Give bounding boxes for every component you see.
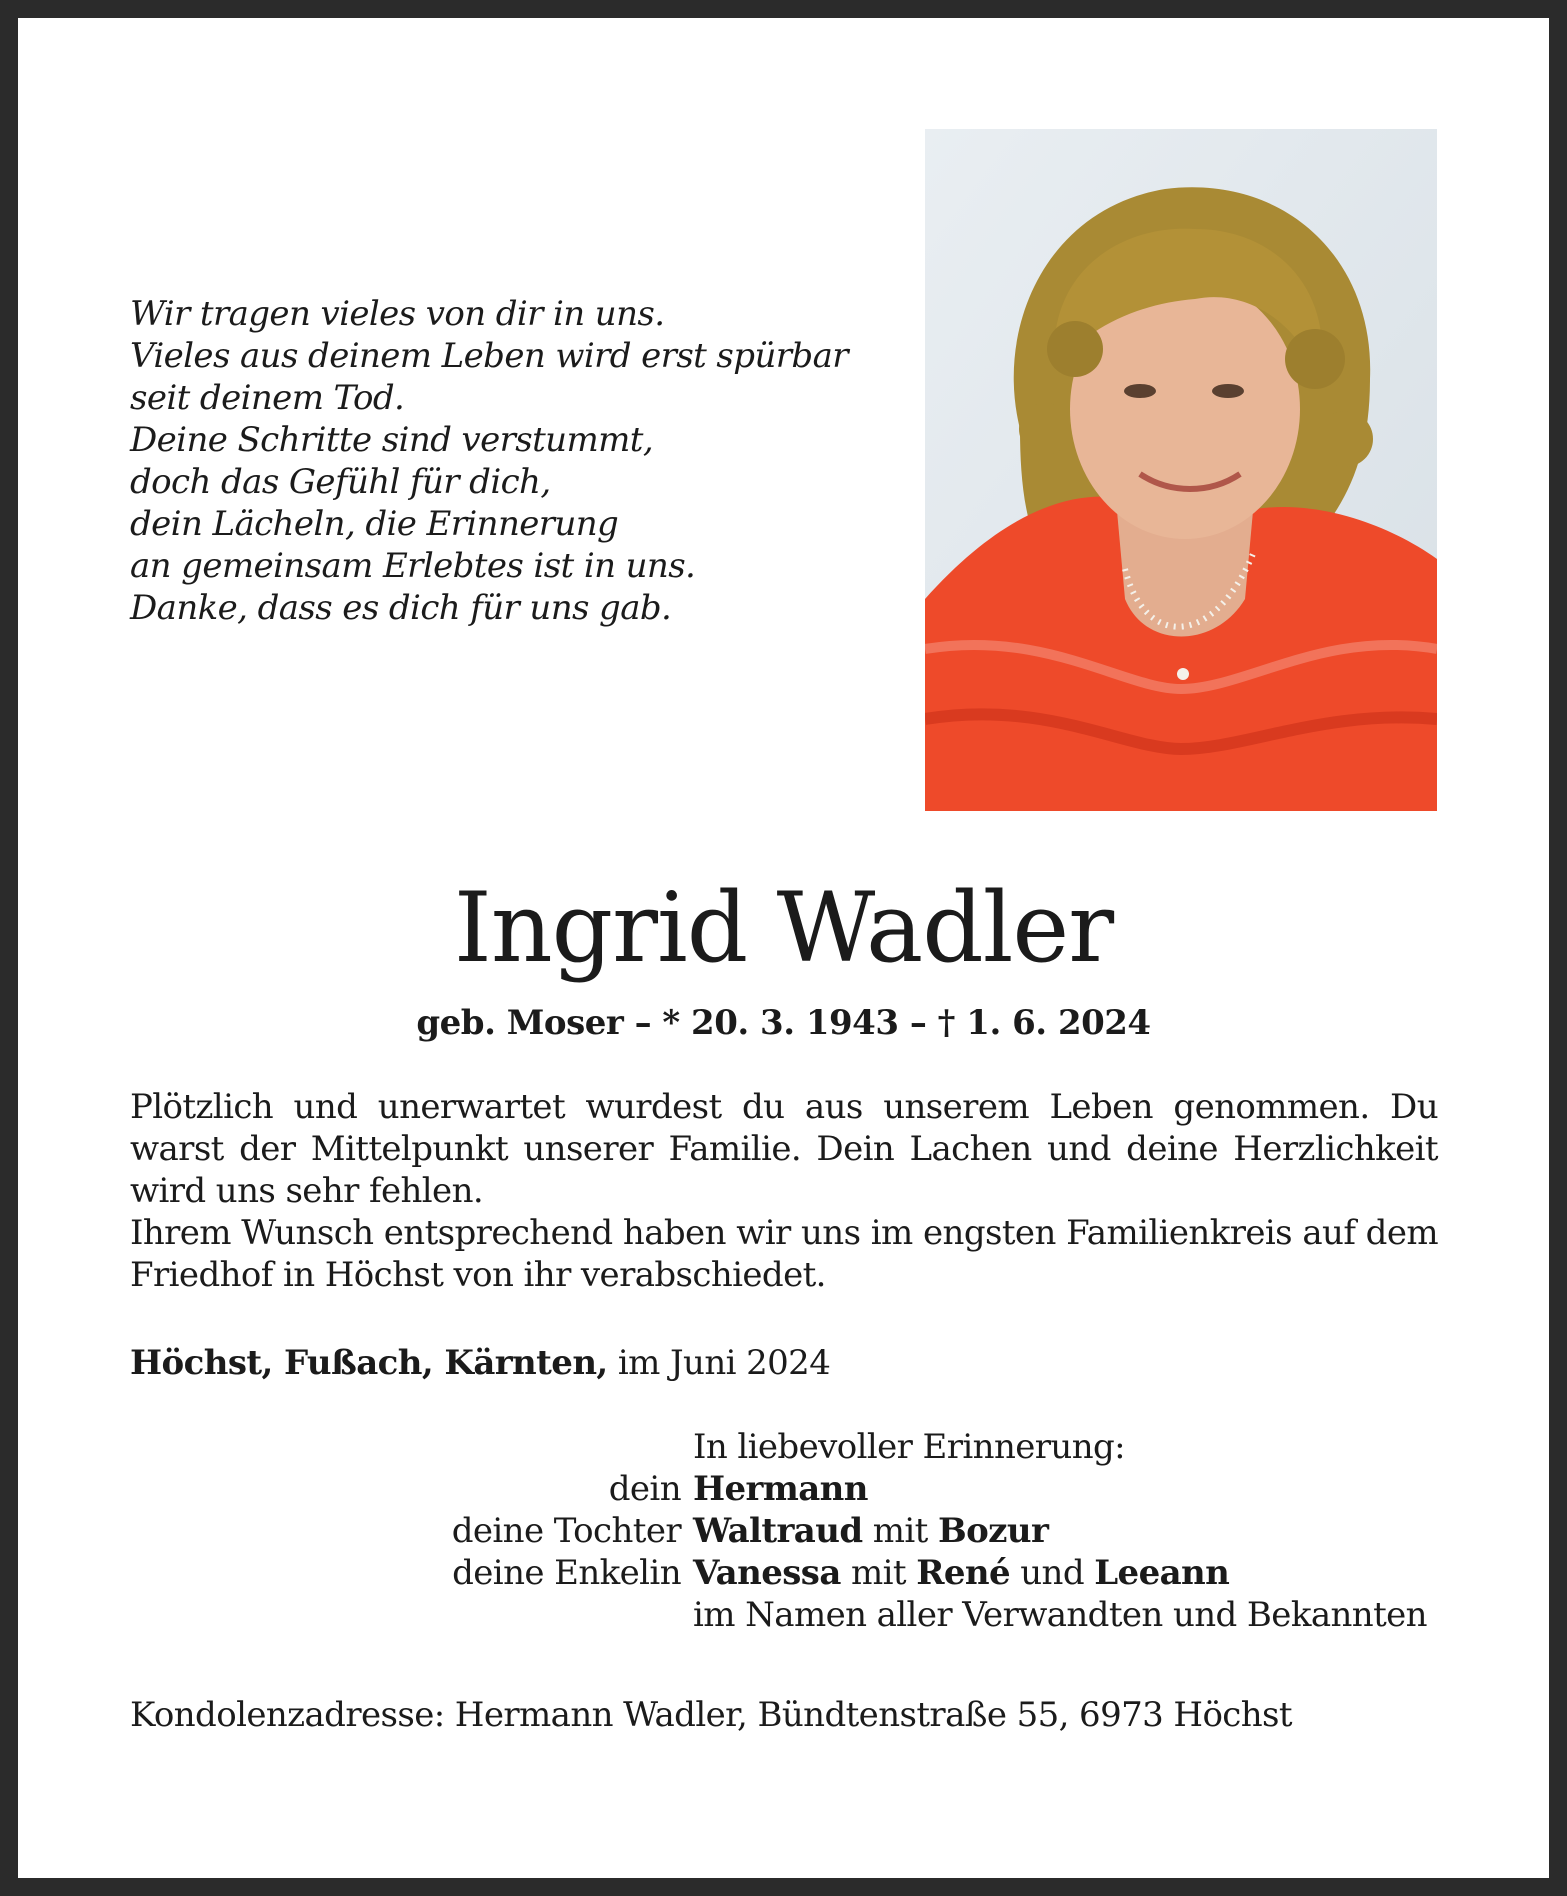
message-paragraph: Plötzlich und unerwartet wurdest du aus unserem Leben genommen. Du warst der Mittelpunkt unserer Familie. Dein Lachen und deine Herzlichkeit wird uns sehr fehlen. <box>130 1087 1438 1211</box>
mourner-name: Vanessa <box>693 1553 841 1593</box>
mourner-name: Bozur <box>937 1511 1049 1551</box>
places: Höchst, Fußach, Kärnten, <box>130 1343 608 1383</box>
message-text <box>130 1086 1438 1296</box>
mourner-name: Hermann <box>693 1469 868 1509</box>
place-date-line <box>130 1342 830 1384</box>
mourner-name: René <box>916 1553 1011 1593</box>
mourners-intro: In liebevoller Erinnerung: <box>693 1427 1126 1467</box>
poem-line: seit deinem Tod. <box>130 378 405 418</box>
poem-line: Vieles aus deinem Leben wird erst spürbar <box>130 336 848 376</box>
poem-line: an gemeinsam Erlebtes ist in uns. <box>130 546 696 586</box>
mourner-row <box>693 1552 1229 1594</box>
mourner-name: Leeann <box>1094 1553 1230 1593</box>
obituary-page <box>18 18 1549 1878</box>
date: im Juni 2024 <box>617 1343 831 1383</box>
relation-label: dein <box>608 1469 681 1509</box>
mourner-row <box>693 1468 868 1510</box>
relation-label: deine Tochter <box>451 1511 681 1551</box>
joiner: mit <box>872 1511 928 1551</box>
message-paragraph: Ihrem Wunsch entsprechend haben wir uns im engsten Familienkreis auf dem Friedhof in Höchst von ihr verabschiedet. <box>130 1213 1438 1295</box>
poem-line: Danke, dass es dich für uns gab. <box>130 588 672 628</box>
poem <box>130 293 890 629</box>
joiner: und <box>1020 1553 1085 1593</box>
portrait-photo <box>925 129 1437 811</box>
mourner-name: Waltraud <box>693 1511 863 1551</box>
joiner: mit <box>850 1553 906 1593</box>
mourners-closing: im Namen aller Verwandten und Bekannten <box>693 1595 1427 1635</box>
poem-line: Deine Schritte sind verstummt, <box>130 420 654 460</box>
poem-line: doch das Gefühl für dich, <box>130 462 551 502</box>
deceased-name: Ingrid Wadler <box>453 872 1114 984</box>
poem-line: Wir tragen vieles von dir in uns. <box>130 294 665 334</box>
condolence-address: Kondolenzadresse: Hermann Wadler, Bündtenstraße 55, 6973 Höchst <box>130 1695 1292 1735</box>
poem-line: dein Lächeln, die Erinnerung <box>130 504 619 544</box>
life-dates: geb. Moser – * 20. 3. 1943 – † 1. 6. 2024 <box>416 1003 1151 1043</box>
mourner-row <box>693 1510 1048 1552</box>
relation-label: deine Enkelin <box>452 1553 681 1593</box>
